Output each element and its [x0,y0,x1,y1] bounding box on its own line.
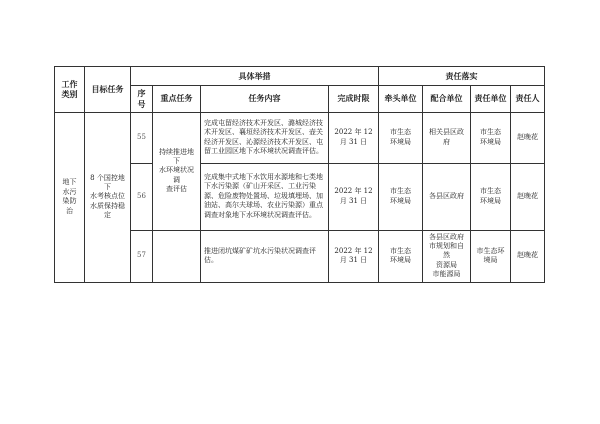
header-specific-measures: 具体举措 [131,67,379,86]
responsible-person-cell: 赵晚花 [511,230,545,282]
seq-cell: 56 [131,163,153,230]
lead-unit-cell: 市生态 环境局 [379,163,423,230]
seq-cell: 55 [131,112,153,163]
target-task-cell: 8 个国控地下 水考核点位 水质保持稳 定 [85,112,131,282]
responsible-unit-cell: 市生态 环境局 [471,163,511,230]
key-task-cell: 持续推进地下 水环境状况调 查评估 [153,112,201,230]
responsible-unit-cell: 市生态 环境局 [471,112,511,163]
key-task-cell-empty [153,230,201,282]
header-work-category: 工作 类别 [55,67,85,113]
table-row [55,112,545,163]
task-table [54,66,545,283]
header-deadline: 完成时限 [329,86,379,113]
deadline-cell: 2022 年 12 月 31 日 [329,163,379,230]
header-responsible-unit: 责任单位 [471,86,511,113]
task-content-cell: 推进闭坑煤矿矿坑水污染状况调查评估。 [201,230,329,282]
header-cooperating-unit: 配合单位 [423,86,471,113]
header-seq: 序号 [131,86,153,113]
header-responsible-person: 责任人 [511,86,545,113]
lead-unit-cell: 市生态 环境局 [379,230,423,282]
header-row-1 [55,67,545,86]
header-target-task: 目标任务 [85,67,131,113]
header-task-content: 任务内容 [201,86,329,113]
responsible-person-cell: 赵晚花 [511,112,545,163]
deadline-cell: 2022 年 12 月 31 日 [329,112,379,163]
task-content-cell: 完成集中式地下水饮用水源地和七类地下水污染源（矿山开采区、工业污染源、危险废物处置场、垃圾填埋场、加油站、高尔夫球场、农业污染源）重点调查对象地下水环境状况调查评估。 [201,163,329,230]
work-category-cell: 地下 水污 染防 治 [55,112,85,282]
header-responsibility: 责任落实 [379,67,545,86]
task-content-cell: 完成屯留经济技术开发区、潞城经济技术开发区、襄垣经济技术开发区、壶关经济开发区、沁源经济技术开发区、屯留工业园区地下水环境状况调查评估。 [201,112,329,163]
responsible-unit-cell: 市生态环境局 [471,230,511,282]
lead-unit-cell: 市生态 环境局 [379,112,423,163]
header-key-task: 重点任务 [153,86,201,113]
seq-cell: 57 [131,230,153,282]
responsible-person-cell: 赵晚花 [511,163,545,230]
cooperating-unit-cell: 各县区政府 市规划和自然 资源局 市能源局 [423,230,471,282]
header-lead-unit: 牵头单位 [379,86,423,113]
cooperating-unit-cell: 各县区政府 [423,163,471,230]
deadline-cell: 2022 年 12 月 31 日 [329,230,379,282]
cooperating-unit-cell: 相关县区政府 [423,112,471,163]
